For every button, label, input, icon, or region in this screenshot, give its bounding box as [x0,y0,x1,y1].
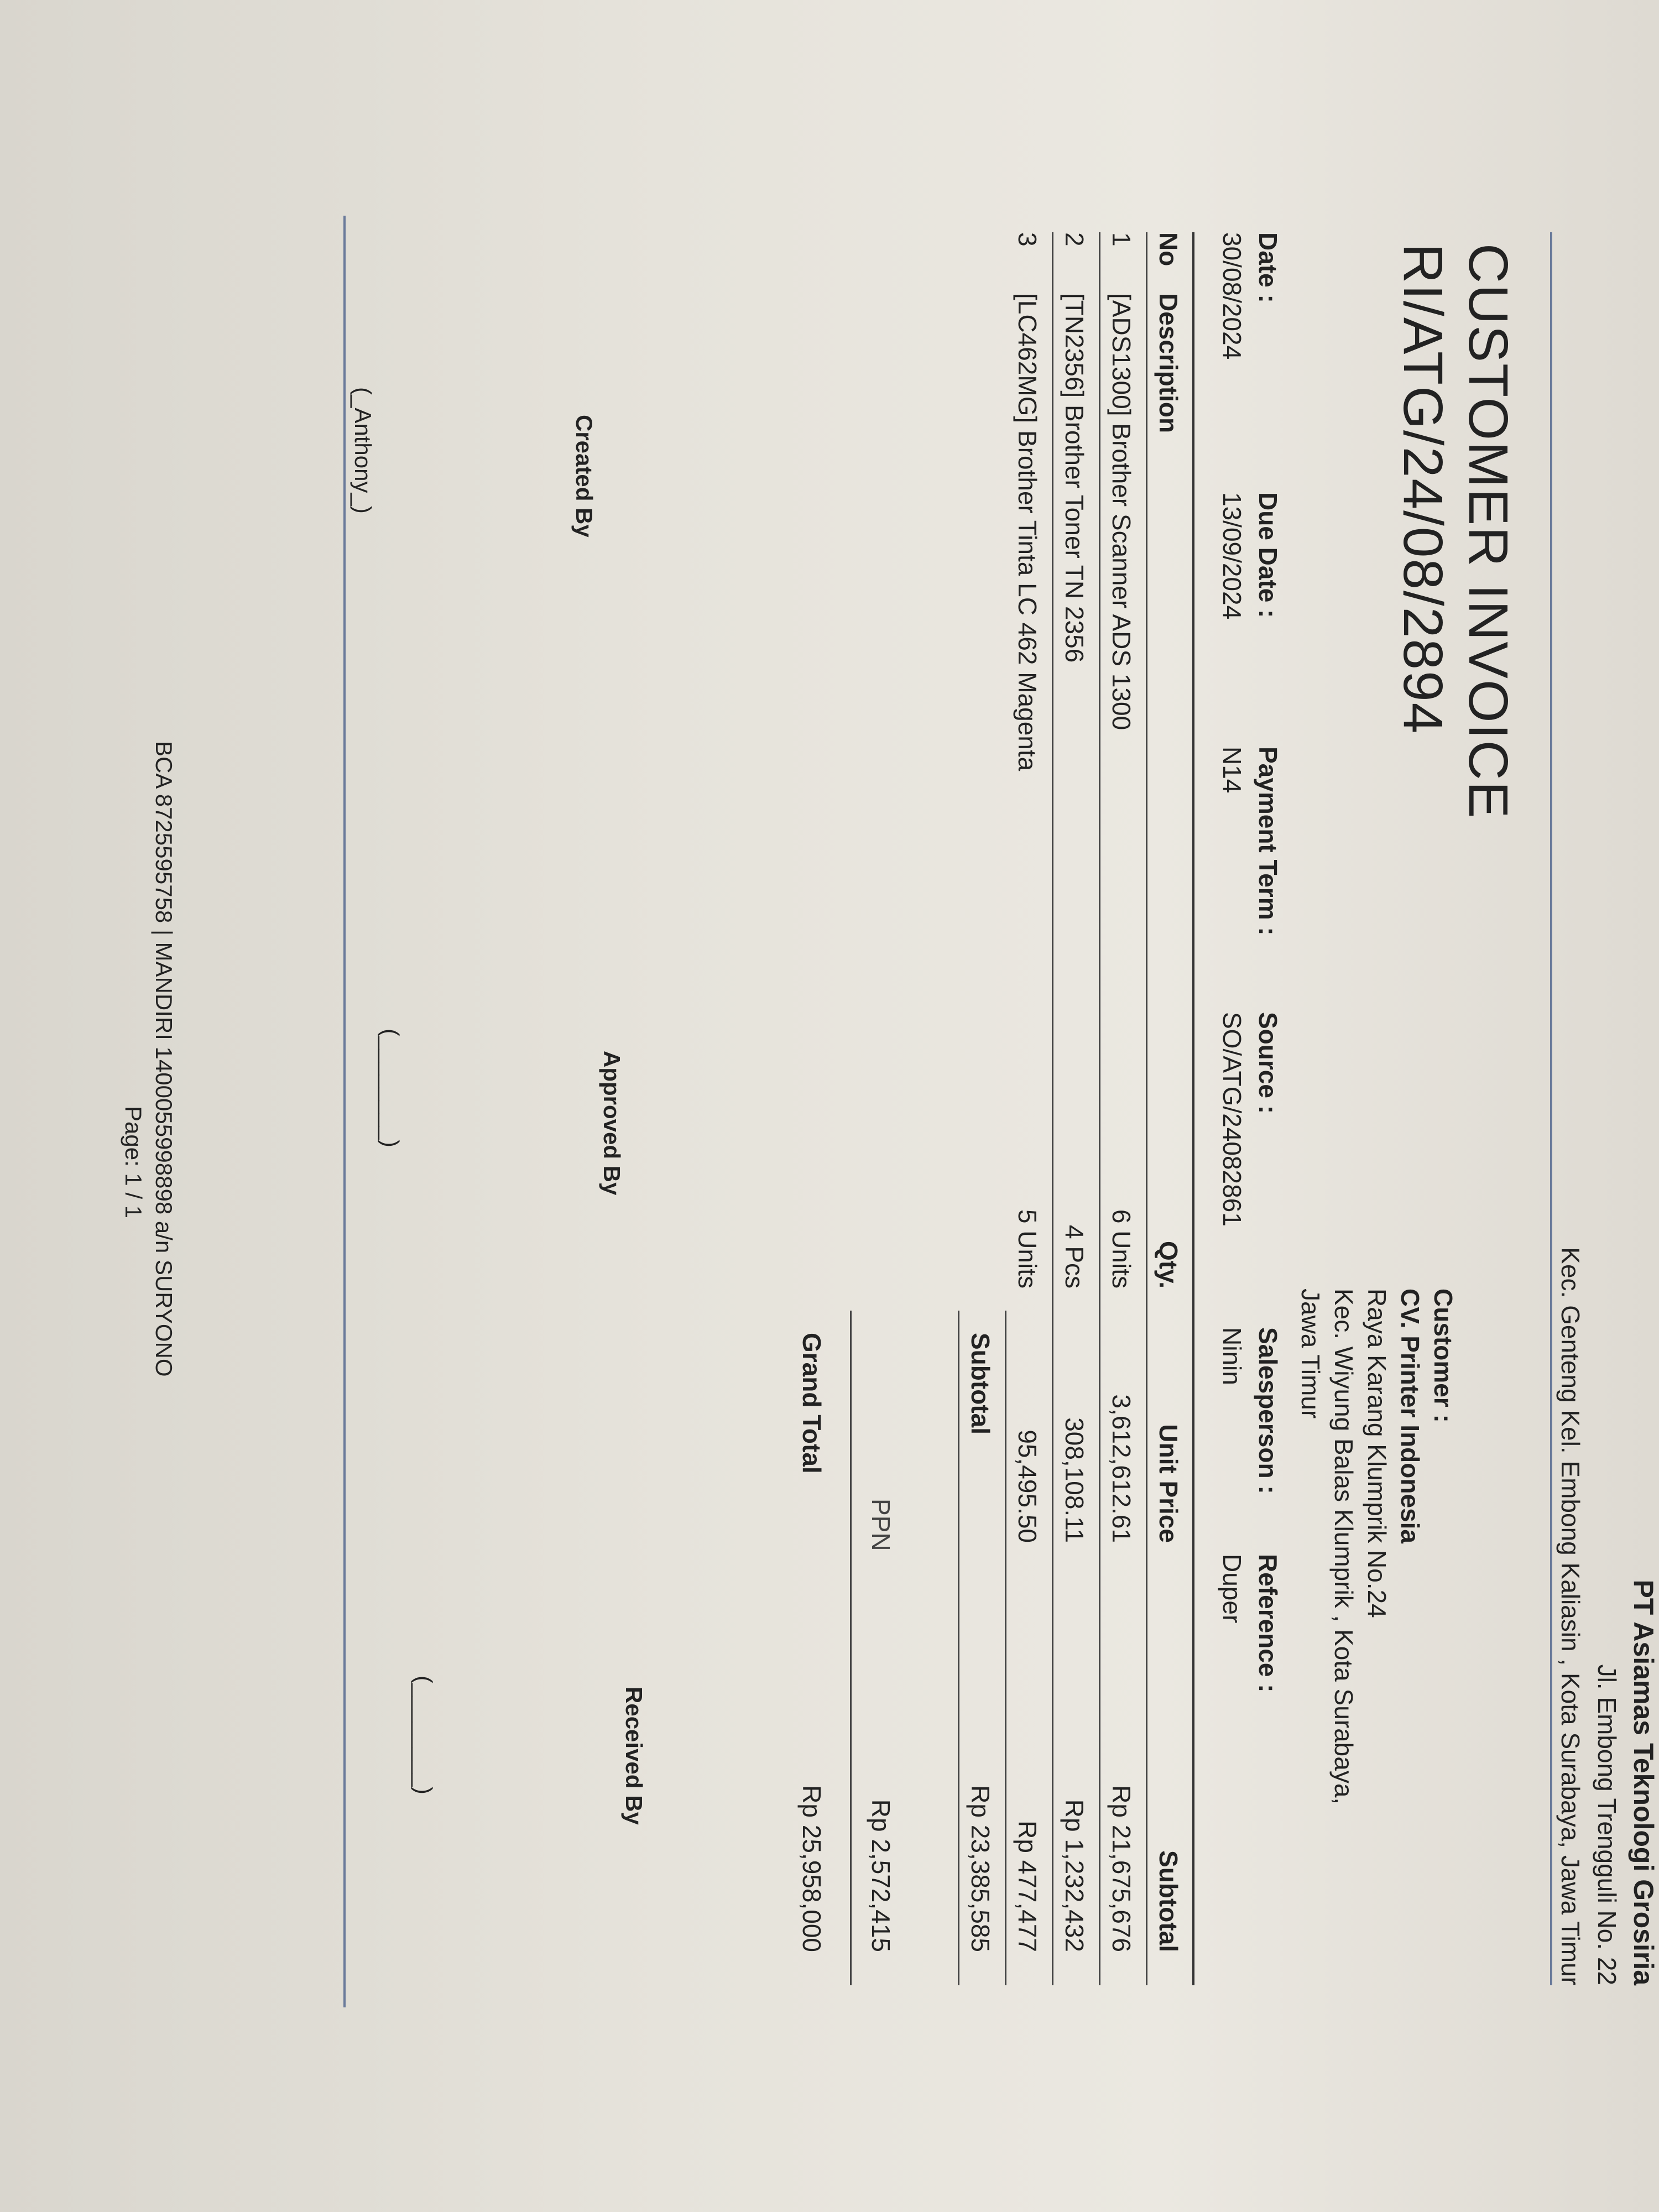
due-date-label: Due Date : [1254,492,1282,618]
source-label: Source : [1254,1012,1282,1114]
header-divider [1550,232,1552,1985]
row-description: [ADS1300] Brother Scanner ADS 1300 [1107,293,1136,731]
company-address-2: Kec. Genteng Kel. Embong Kaliasin , Kota Surabaya, Jawa Timur [1556,1247,1585,1985]
col-header-no: No [1154,232,1183,267]
date-value: 30/08/2024 [1218,232,1246,360]
table-bottom-rule [1005,1311,1006,1985]
row-description: [LC462MG] Brother Tinta LC 462 Magenta [1013,293,1042,771]
row-qty: 5 Units [1013,1209,1042,1288]
source-value: SO/ATG/24082861 [1218,1012,1246,1227]
customer-name: CV. Printer Indonesia [1396,1288,1425,1543]
grand-total-value: Rp 25,958,000 [797,1785,826,1952]
row-subtotal: Rp 21,675,676 [1107,1785,1136,1952]
invoice-number: RI/ATG/24/08/2894 [1392,243,1454,735]
customer-address-3: Jawa Timur [1296,1288,1325,1419]
page-number: Page: 1 / 1 [121,1106,147,1219]
received-by-label: Received By [621,1687,647,1825]
bank-info: BCA 8725595758 | MANDIRI 1400055998898 a/n SURYONO [151,741,177,1377]
ppn-label: PPN [867,1499,895,1551]
row-no: 2 [1060,232,1089,247]
company-header [1552,1247,1659,1985]
row-qty: 4 Pcs [1060,1224,1089,1288]
company-name: PT Asiamas Teknologi Grosiria [1628,1579,1659,1985]
ppn-value: Rp 2,572,415 [867,1799,895,1952]
subtotal-rule [958,1311,959,1985]
table-header-rule [1146,232,1147,1985]
ppn-rule [850,1311,852,1985]
customer-address-1: Raya Karang Klumprik No.24 [1363,1288,1391,1618]
due-date-value: 13/09/2024 [1218,492,1246,620]
row-no: 3 [1013,232,1042,247]
salesperson-value: Ninin [1218,1327,1246,1385]
received-by-name: (________) [411,1676,437,1794]
customer-address-2: Kec. Wiyung Balas Klumprik , Kota Surabaya, [1329,1288,1358,1805]
created-by-label: Created By [571,415,597,538]
table-top-rule [1192,232,1194,1985]
row-qty: 6 Units [1107,1209,1136,1288]
company-address-1: Jl. Embong Trengguli No. 22 [1593,1664,1621,1985]
col-header-subtotal: Subtotal [1154,1850,1183,1952]
row-divider [1099,232,1100,1985]
subtotal-label: Subtotal [966,1333,995,1434]
customer-label: Customer : [1429,1288,1458,1423]
date-label: Date : [1254,232,1282,303]
col-header-description: Description [1154,293,1183,434]
grand-total-label: Grand Total [797,1333,826,1474]
footer-rule [343,216,346,2007]
document-title: CUSTOMER INVOICE [1457,243,1519,820]
reference-label: Reference : [1254,1554,1282,1693]
row-subtotal: Rp 477,477 [1013,1820,1042,1952]
row-unit-price: 95,495.50 [1013,1430,1042,1543]
row-subtotal: Rp 1,232,432 [1060,1799,1089,1952]
payment-term-value: N14 [1218,747,1246,794]
created-by-name: (_Anthony_) [350,387,376,514]
row-description: [TN2356] Brother Toner TN 2356 [1060,293,1089,663]
document-title-block [1390,243,1521,819]
salesperson-label: Salesperson : [1254,1327,1282,1494]
payment-term-label: Payment Term : [1254,747,1282,936]
invoice-paper [299,194,1659,2018]
approved-by-label: Approved By [599,1051,625,1196]
approved-by-name: (________) [378,1029,404,1147]
row-unit-price: 308,108.11 [1060,1417,1089,1543]
row-divider [1052,232,1053,1985]
col-header-qty: Qty. [1154,1240,1183,1288]
row-unit-price: 3,612,612.61 [1107,1394,1136,1543]
subtotal-value: Rp 23,385,585 [966,1785,995,1952]
col-header-unit-price: Unit Price [1154,1424,1183,1543]
reference-value: Duper [1218,1554,1246,1624]
row-no: 1 [1107,232,1136,247]
customer-block [1294,1288,1460,1804]
